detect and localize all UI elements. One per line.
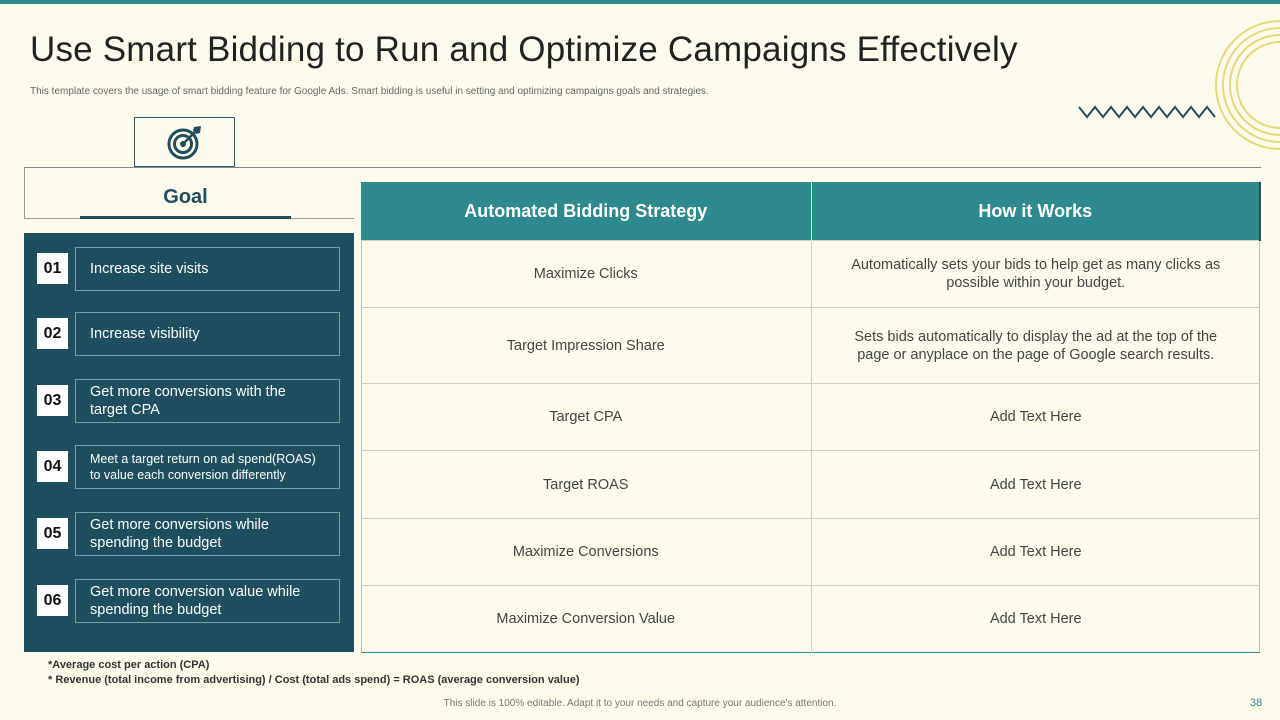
goal-text: Get more conversions with the target CPA <box>75 379 340 423</box>
footnote-cpa: *Average cost per action (CPA) <box>48 659 210 671</box>
table-cell-strategy: Maximize Conversions <box>361 519 811 586</box>
table-cell-description: Add Text Here <box>811 384 1260 451</box>
goal-number: 06 <box>37 585 68 616</box>
zigzag-decoration <box>1078 103 1218 121</box>
table-row <box>361 451 1260 519</box>
goal-number: 01 <box>37 253 68 284</box>
goal-item <box>24 445 354 489</box>
goal-number: 04 <box>37 451 68 482</box>
table-row <box>361 519 1260 586</box>
top-accent-bar <box>0 0 1280 4</box>
goal-text: Get more conversion value while spending the budget <box>75 579 340 623</box>
goal-item <box>24 247 354 291</box>
table-cell-strategy: Maximize Conversion Value <box>361 586 811 653</box>
goal-item <box>24 579 354 623</box>
table-cell-description: Add Text Here <box>811 519 1260 586</box>
table-cell-strategy: Maximize Clicks <box>361 241 811 308</box>
goal-number: 03 <box>37 385 68 416</box>
goal-text: Meet a target return on ad spend(ROAS) to value each conversion differently <box>75 445 340 489</box>
goal-item <box>24 312 354 356</box>
target-icon <box>166 123 204 161</box>
goal-underline <box>80 216 291 219</box>
table-row <box>361 308 1260 384</box>
table-cell-strategy: Target CPA <box>361 384 811 451</box>
table-cell-strategy: Target Impression Share <box>361 308 811 384</box>
goal-number: 05 <box>37 518 68 549</box>
table-row <box>361 586 1260 653</box>
goal-text: Increase visibility <box>75 312 340 356</box>
table-cell-strategy: Target ROAS <box>361 451 811 519</box>
concentric-rings-decoration <box>1215 18 1280 153</box>
table-cell-description: Sets bids automatically to display the ad at the top of the page or anyplace on the page of Google search results. <box>811 308 1260 384</box>
table-cell-description: Automatically sets your bids to help get as many clicks as possible within your budget. <box>811 241 1260 308</box>
goal-item <box>24 379 354 423</box>
goal-panel <box>24 233 354 652</box>
column-header: Automated Bidding Strategy <box>361 182 811 241</box>
goal-item <box>24 512 354 556</box>
table-cell-description: Add Text Here <box>811 451 1260 519</box>
goal-text: Get more conversions while spending the budget <box>75 512 340 556</box>
table-cell-description: Add Text Here <box>811 586 1260 653</box>
strategy-table-container <box>361 182 1260 653</box>
page-number: 38 <box>1250 697 1263 709</box>
strategy-table <box>361 182 1261 653</box>
footnote-roas: * Revenue (total income from advertising) / Cost (total ads spend) = ROAS (average conversion value) <box>48 674 580 686</box>
table-header-row <box>361 182 1260 241</box>
goal-icon-box <box>134 117 235 167</box>
footnotes <box>48 658 580 688</box>
slide-footer: This slide is 100% editable. Adapt it to your needs and capture your audience's attention. <box>443 698 837 709</box>
slide-subtitle: This template covers the usage of smart bidding feature for Google Ads. Smart bidding is useful in setting and optimizing campaigns goals and strategies. <box>30 86 709 97</box>
table-row <box>361 241 1260 308</box>
table-row <box>361 384 1260 451</box>
goal-heading: Goal <box>163 186 208 208</box>
goal-number: 02 <box>37 318 68 349</box>
slide-title: Use Smart Bidding to Run and Optimize Campaigns Effectively <box>30 30 1018 69</box>
column-header: How it Works <box>811 182 1260 241</box>
goal-text: Increase site visits <box>75 247 340 291</box>
